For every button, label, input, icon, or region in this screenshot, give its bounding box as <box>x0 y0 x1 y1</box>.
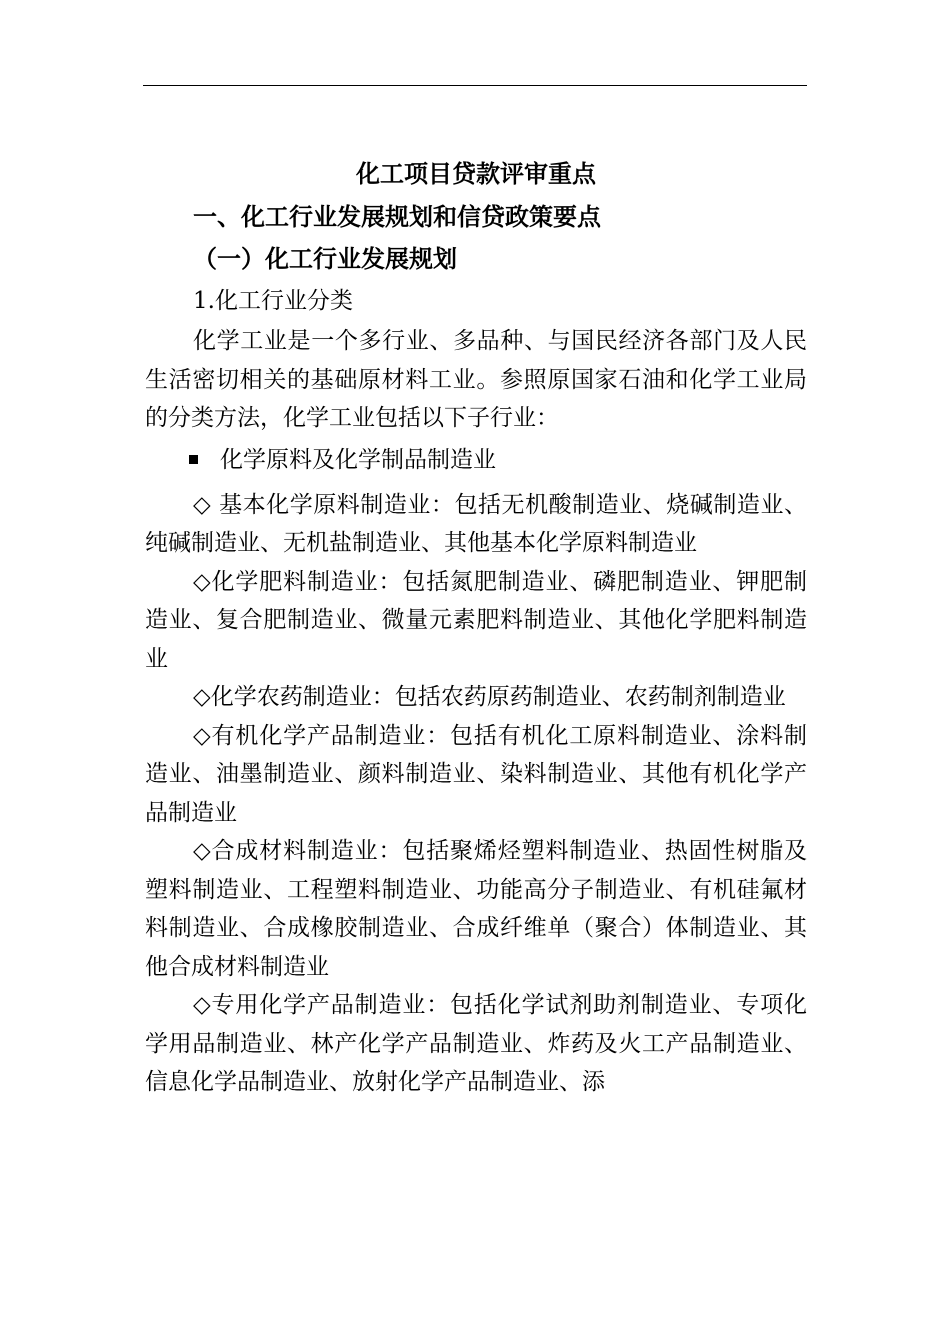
subitem-basic-chemicals: ◇ 基本化学原料制造业：包括无机酸制造业、烧碱制造业、纯碱制造业、无机盐制造业、其他基本化学原料制造业 <box>145 491 807 556</box>
document-title: 化工项目贷款评审重点 <box>356 159 596 188</box>
intro-paragraph: 化学工业是一个多行业、多品种、与国民经济各部门及人民生活密切相关的基础原材料工业。参照原国家石油和化学工业局的分类方法，化学工业包括以下子行业： <box>145 328 807 431</box>
subitem-synthetic-materials: ◇合成材料制造业：包括聚烯烃塑料制造业、热固性树脂及塑料制造业、工程塑料制造业、功能高分子制造业、有机硅氟材料制造业、合成橡胶制造业、合成纤维单（聚合）体制造业、其他合成材料制造业 <box>145 838 807 980</box>
header-rule <box>143 85 807 86</box>
square-bullet-icon <box>189 455 198 464</box>
subitem-pesticides: ◇化学农药制造业：包括农药原药制造业、农药制剂制造业 <box>193 684 786 710</box>
document-body <box>145 152 807 1102</box>
section-heading-2: （一）化工行业发展规划 <box>193 244 457 273</box>
section-heading-3: 1.化工行业分类 <box>193 288 353 314</box>
subitem-organic-chemicals: ◇有机化学产品制造业：包括有机化工原料制造业、涂料制造业、油墨制造业、颜料制造业、染料制造业、其他有机化学产品制造业 <box>145 722 807 826</box>
bullet-text: 化学原料及化学制品制造业 <box>220 446 496 473</box>
subitem-fertilizers: ◇化学肥料制造业：包括氮肥制造业、磷肥制造业、钾肥制造业、复合肥制造业、微量元素肥料制造业、其他化学肥料制造业 <box>145 568 807 672</box>
bullet-item <box>145 438 807 482</box>
subitem-special-chemicals: ◇专用化学产品制造业：包括化学试剂助剂制造业、专项化学用品制造业、林产化学产品制造业、炸药及火工产品制造业、信息化学品制造业、放射化学产品制造业、添 <box>145 992 807 1095</box>
section-heading-1: 一、化工行业发展规划和信贷政策要点 <box>193 202 601 231</box>
